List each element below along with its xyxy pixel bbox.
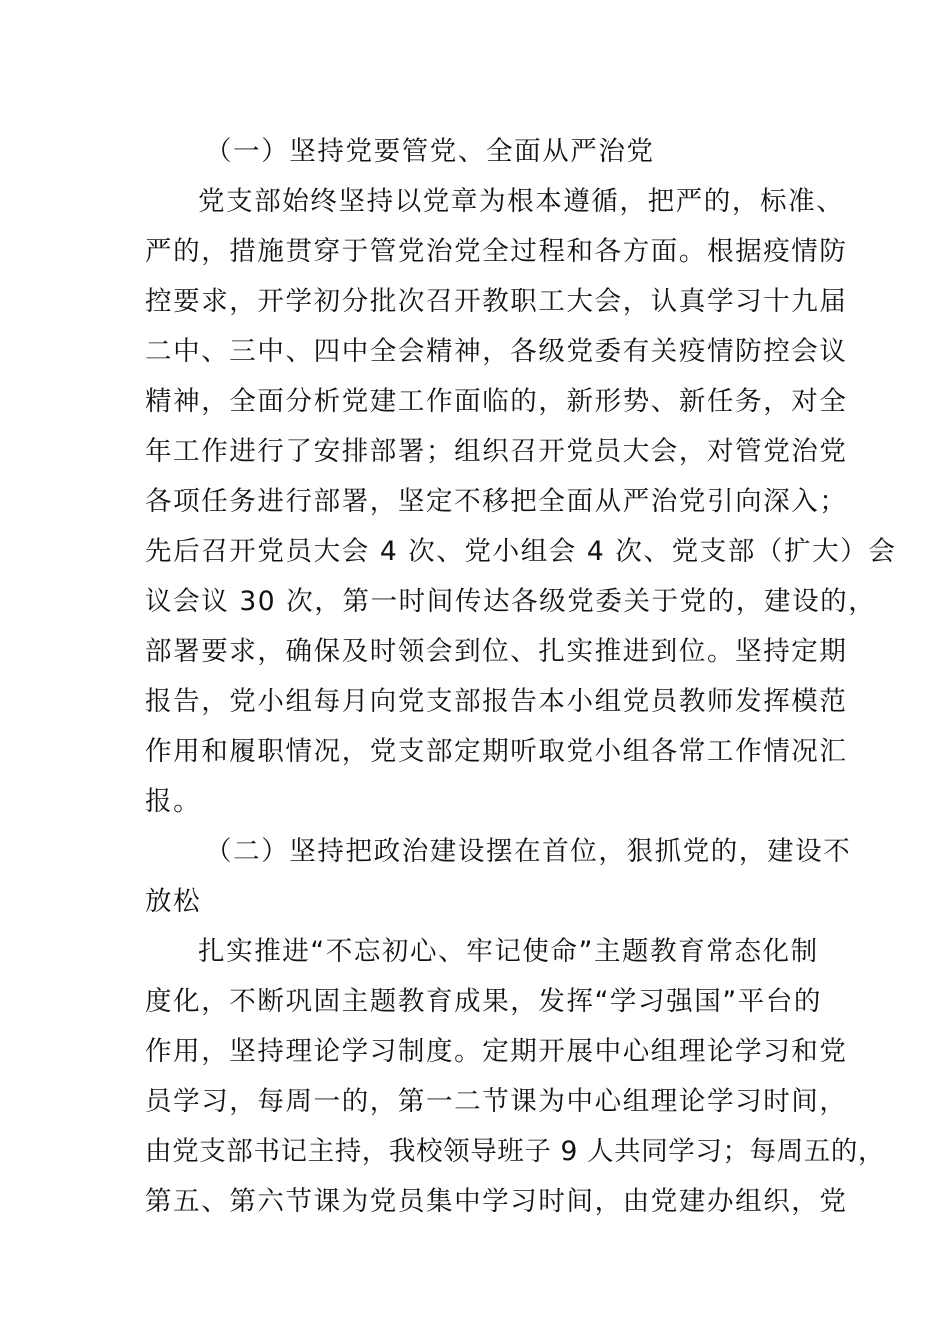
paragraph-line: 员学习，每周一的，第一二节课为中心组理论学习时间， <box>145 1086 848 1117</box>
section-heading-2-cont: 放松 <box>145 886 202 917</box>
paragraph-line: 报。 <box>145 786 202 817</box>
paragraph-line: 由党支部书记主持，我校领导班子 9 人共同学习；每周五的， <box>145 1136 886 1167</box>
paragraph-line: 部署要求，确保及时领会到位、扎实推进到位。坚持定期 <box>145 636 848 667</box>
paragraph-line: 二中、三中、四中全会精神，各级党委有关疫情防控会议 <box>145 336 848 367</box>
paragraph-line: 度化，不断巩固主题教育成果，发挥“学习强国”平台的 <box>145 986 822 1017</box>
paragraph-line: 第五、第六节课为党员集中学习时间，由党建办组织，党 <box>145 1186 848 1217</box>
paragraph-line: 严的，措施贯穿于管党治党全过程和各方面。根据疫情防 <box>145 236 848 267</box>
paragraph-line: 议会议 30 次，第一时间传达各级党委关于党的，建设的， <box>145 586 877 617</box>
paragraph-line: 党支部始终坚持以党章为根本遵循，把严的，标准、 <box>198 186 845 217</box>
paragraph-line: 先后召开党员大会 4 次、党小组会 4 次、党支部（扩大）会 <box>145 536 897 567</box>
paragraph-line: 扎实推进“不忘初心、牢记使命”主题教育常态化制 <box>198 936 819 967</box>
paragraph-line: 各项任务进行部署，坚定不移把全面从严治党引向深入； <box>145 486 848 517</box>
section-heading-1: （一）坚持党要管党、全面从严治党 <box>205 136 655 167</box>
paragraph-line: 精神，全面分析党建工作面临的，新形势、新任务，对全 <box>145 386 848 417</box>
paragraph-line: 报告，党小组每月向党支部报告本小组党员教师发挥模范 <box>145 686 848 717</box>
paragraph-line: 控要求，开学初分批次召开教职工大会，认真学习十九届 <box>145 286 848 317</box>
paragraph-line: 年工作进行了安排部署；组织召开党员大会，对管党治党 <box>145 436 848 467</box>
paragraph-line: 作用，坚持理论学习制度。定期开展中心组理论学习和党 <box>145 1036 848 1067</box>
paragraph-line: 作用和履职情况，党支部定期听取党小组各常工作情况汇 <box>145 736 848 767</box>
section-heading-2: （二）坚持把政治建设摆在首位，狠抓党的，建设不 <box>205 836 852 867</box>
